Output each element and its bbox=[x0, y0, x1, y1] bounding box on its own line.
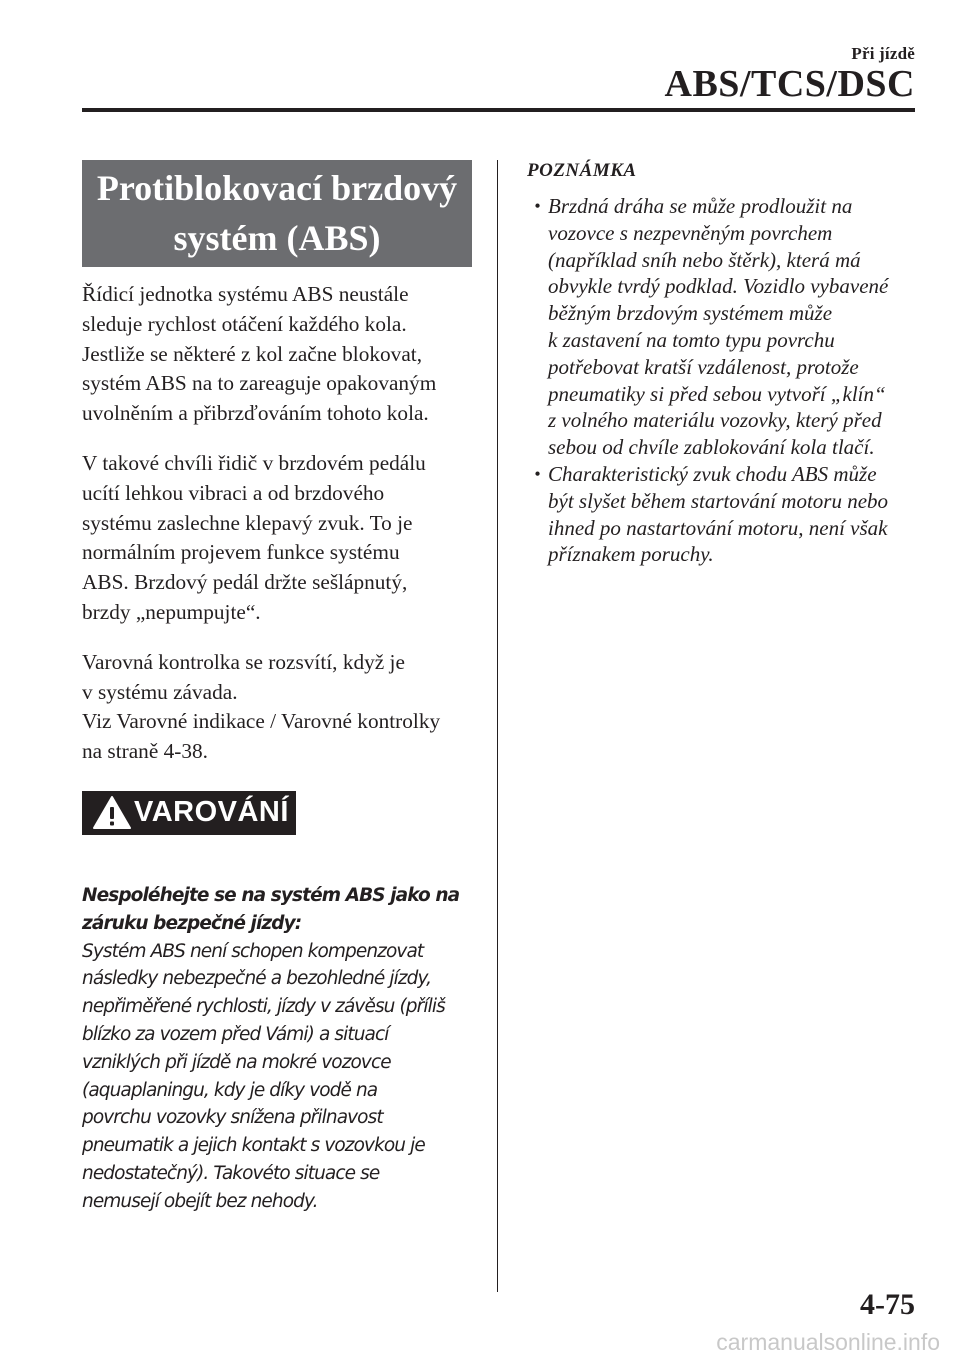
text-line: Řídicí jednotka systému ABS neustále bbox=[82, 282, 409, 306]
text-line: příznakem poruchy. bbox=[548, 542, 714, 567]
warning-triangle-icon bbox=[92, 795, 132, 831]
text-line: být slyšet během startování motoru nebo bbox=[548, 488, 889, 513]
paragraph bbox=[82, 280, 472, 429]
text-line: Varovná kontrolka se rozsvítí, když je bbox=[82, 649, 405, 674]
topic-title-line: Protiblokovací brzdový bbox=[96, 168, 458, 208]
text-line: brzdy „nepumpujte“. bbox=[82, 599, 261, 624]
note-heading: POZNÁMKA bbox=[527, 160, 637, 181]
watermark: carmanualsonline.info bbox=[716, 1329, 940, 1355]
note-item bbox=[527, 461, 922, 568]
paragraph bbox=[82, 449, 472, 628]
text-line: (aquaplaningu, kdy je díky vodě na bbox=[82, 1079, 378, 1101]
warning-body bbox=[82, 938, 472, 1216]
text-line: běžným brzdovým systémem může bbox=[548, 301, 833, 326]
text-line: obvykle tvrdý podklad. Vozidlo vybavené bbox=[548, 274, 889, 299]
topic-title-box bbox=[82, 160, 472, 267]
page-number: 4-75 bbox=[860, 1288, 915, 1321]
header-rule bbox=[82, 108, 915, 112]
text-line: pneumatiky si před sebou vytvoří „klín“ bbox=[548, 381, 886, 406]
text-line: normálním projevem funkce systému bbox=[82, 540, 400, 565]
text-line: Nespoléhejte se na systém ABS jako na bbox=[82, 884, 460, 906]
text-line: nepřiměřené rychlosti, jízdy v závěsu (příliš bbox=[82, 996, 445, 1018]
text-line: Systém ABS není schopen kompenzovat bbox=[82, 940, 424, 962]
text-line: V takové chvíli řidič v brzdovém pedálu bbox=[82, 450, 426, 475]
paragraph bbox=[82, 648, 472, 767]
right-column bbox=[527, 160, 922, 568]
text-line: k zastavení na tomto typu povrchu bbox=[548, 327, 835, 352]
text-line: z volného materiálu vozovky, který před bbox=[548, 408, 882, 433]
text-line: sebou od chvíle zablokování kola tlačí. bbox=[548, 435, 875, 460]
topic-title-line: systém (ABS) bbox=[173, 218, 381, 258]
text-line: systému zaslechne klepavý zvuk. To je bbox=[82, 510, 413, 535]
note-body bbox=[548, 461, 888, 568]
warning-badge bbox=[82, 791, 296, 835]
text-line: nemusejí obejít bez nehody. bbox=[82, 1190, 318, 1212]
text-line: na straně 4-38. bbox=[82, 739, 208, 764]
note-item bbox=[527, 193, 922, 461]
text-line: systém ABS na to zareaguje opakovaným bbox=[82, 371, 437, 396]
warning-heading bbox=[82, 882, 472, 938]
bullet-icon: • bbox=[534, 463, 541, 484]
text-line: následky nebezpečné a bezohledné jízdy, bbox=[82, 968, 432, 990]
text-line: sleduje rychlost otáčení každého kola. bbox=[82, 311, 407, 336]
text-line: potřebovat kratší vzdálenost, protože bbox=[548, 354, 859, 379]
bullet-icon: • bbox=[534, 196, 541, 216]
left-column bbox=[82, 160, 472, 1216]
text-line: ABS. Brzdový pedál držte sešlápnutý, bbox=[82, 570, 408, 595]
text-line: blízko za vozem před Vámi) a situací bbox=[82, 1023, 389, 1045]
note-list bbox=[527, 193, 922, 568]
text-line: povrchu vozovky snížena přilnavost bbox=[82, 1107, 383, 1129]
text-line: ihned po nastartování motoru, není však bbox=[548, 515, 888, 540]
text-line: Brzdná dráha se může prodloužit na bbox=[548, 194, 853, 218]
warning-label: VAROVÁNÍ bbox=[134, 796, 289, 829]
text-line: vzniklých při jízdě na mokré vozovce bbox=[82, 1051, 391, 1073]
text-line: Jestliže se některé z kol začne blokovat, bbox=[82, 341, 423, 366]
text-line: v systému závada. bbox=[82, 679, 238, 704]
text-line: ucítí lehkou vibraci a od brzdového bbox=[82, 480, 385, 505]
section-title: ABS/TCS/DSC bbox=[664, 63, 915, 105]
text-line: (například sníh nebo štěrk), která má bbox=[548, 247, 861, 272]
note-body bbox=[548, 193, 888, 461]
text-line: záruku bezpečné jízdy: bbox=[82, 912, 302, 934]
text-line: pneumatik a jejich kontakt s vozovkou je bbox=[82, 1135, 425, 1157]
chapter-title: Při jízdě bbox=[851, 44, 915, 63]
column-divider bbox=[497, 160, 498, 1292]
text-line: Viz Varovné indikace / Varovné kontrolky bbox=[82, 709, 441, 734]
text-line: uvolněním a přibrzďováním tohoto kola. bbox=[82, 401, 429, 426]
text-line: vozovce s nezpevněným povrchem bbox=[548, 220, 833, 245]
text-line: nedostatečný). Takovéto situace se bbox=[82, 1162, 380, 1184]
text-line: Charakteristický zvuk chodu ABS může bbox=[548, 461, 877, 486]
warning-text bbox=[82, 882, 472, 1216]
